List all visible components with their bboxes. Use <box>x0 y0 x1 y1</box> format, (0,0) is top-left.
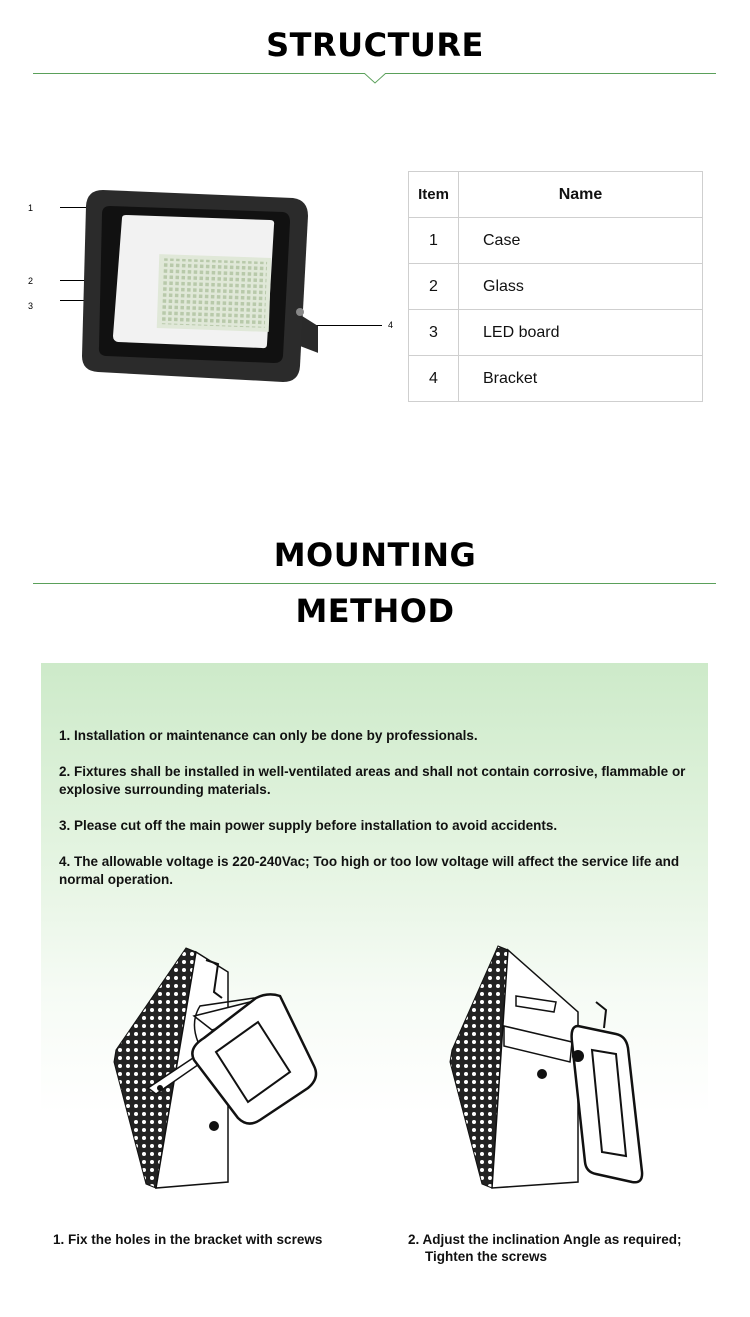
row-item: 3 <box>409 310 459 356</box>
row-name: Bracket <box>459 356 703 402</box>
callout-3: 3 <box>28 301 34 311</box>
table-row <box>409 218 703 264</box>
callout-4: 4 <box>388 320 394 330</box>
step2-caption-line1: 2. Adjust the inclination Angle as required; <box>408 1232 682 1247</box>
step2-illustration <box>446 942 656 1192</box>
table-row <box>409 264 703 310</box>
table-row <box>409 310 703 356</box>
step1-illustration <box>108 942 328 1192</box>
mounting-note-2: 2. Fixtures shall be installed in well-ventilated areas and shall not contain corrosive, flammable or explosive surrounding materials. <box>59 764 686 797</box>
header-item: Item <box>409 172 459 218</box>
mounting-divider <box>33 583 716 584</box>
table-row <box>409 356 703 402</box>
row-name: Case <box>459 218 703 264</box>
mounting-heading: MOUNTING <box>273 536 477 574</box>
method-heading: METHOD <box>295 592 455 630</box>
callout-1: 1 <box>28 203 34 213</box>
structure-table <box>408 171 703 402</box>
floodlight-product-image <box>78 186 318 386</box>
row-name: Glass <box>459 264 703 310</box>
mounting-note-1: 1. Installation or maintenance can only be done by professionals. <box>59 728 478 743</box>
header-name: Name <box>459 172 703 218</box>
step2-caption-line2: Tighten the screws <box>425 1249 548 1264</box>
table-header-row <box>409 172 703 218</box>
row-item: 2 <box>409 264 459 310</box>
mounting-note-4: 4. The allowable voltage is 220-240Vac; Too high or too low voltage will affect the service life and normal operation. <box>59 854 680 887</box>
step1-caption: 1. Fix the holes in the bracket with screws <box>53 1232 323 1247</box>
divider-notch-icon <box>364 73 386 85</box>
wall-face <box>492 950 578 1188</box>
row-item: 1 <box>409 218 459 264</box>
row-name: LED board <box>459 310 703 356</box>
mounting-note-3: 3. Please cut off the main power supply before installation to avoid accidents. <box>59 818 558 833</box>
row-item: 4 <box>409 356 459 402</box>
callout-2: 2 <box>28 276 34 286</box>
structure-heading: STRUCTURE <box>266 26 484 64</box>
